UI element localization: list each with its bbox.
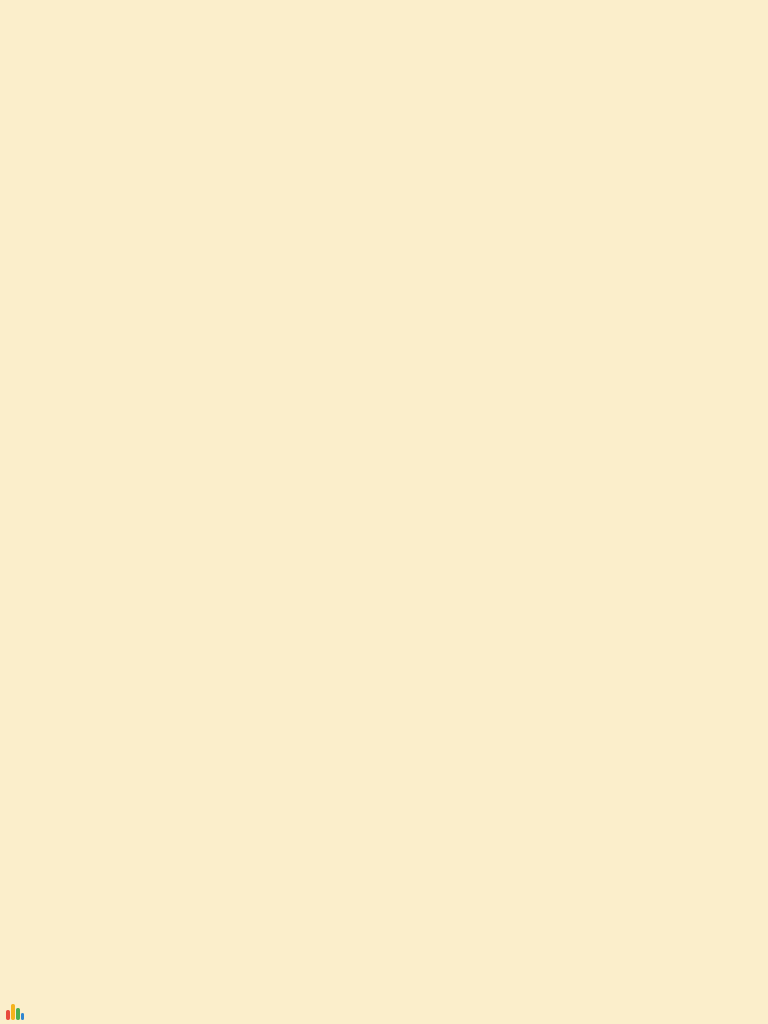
border-left (30, 31, 48, 990)
border-bottom (30, 972, 740, 990)
liveworksheets-logo[interactable] (6, 998, 26, 1022)
border-top (30, 31, 740, 49)
border-right (720, 31, 738, 990)
liveworksheets-logo-icon (6, 1000, 24, 1020)
